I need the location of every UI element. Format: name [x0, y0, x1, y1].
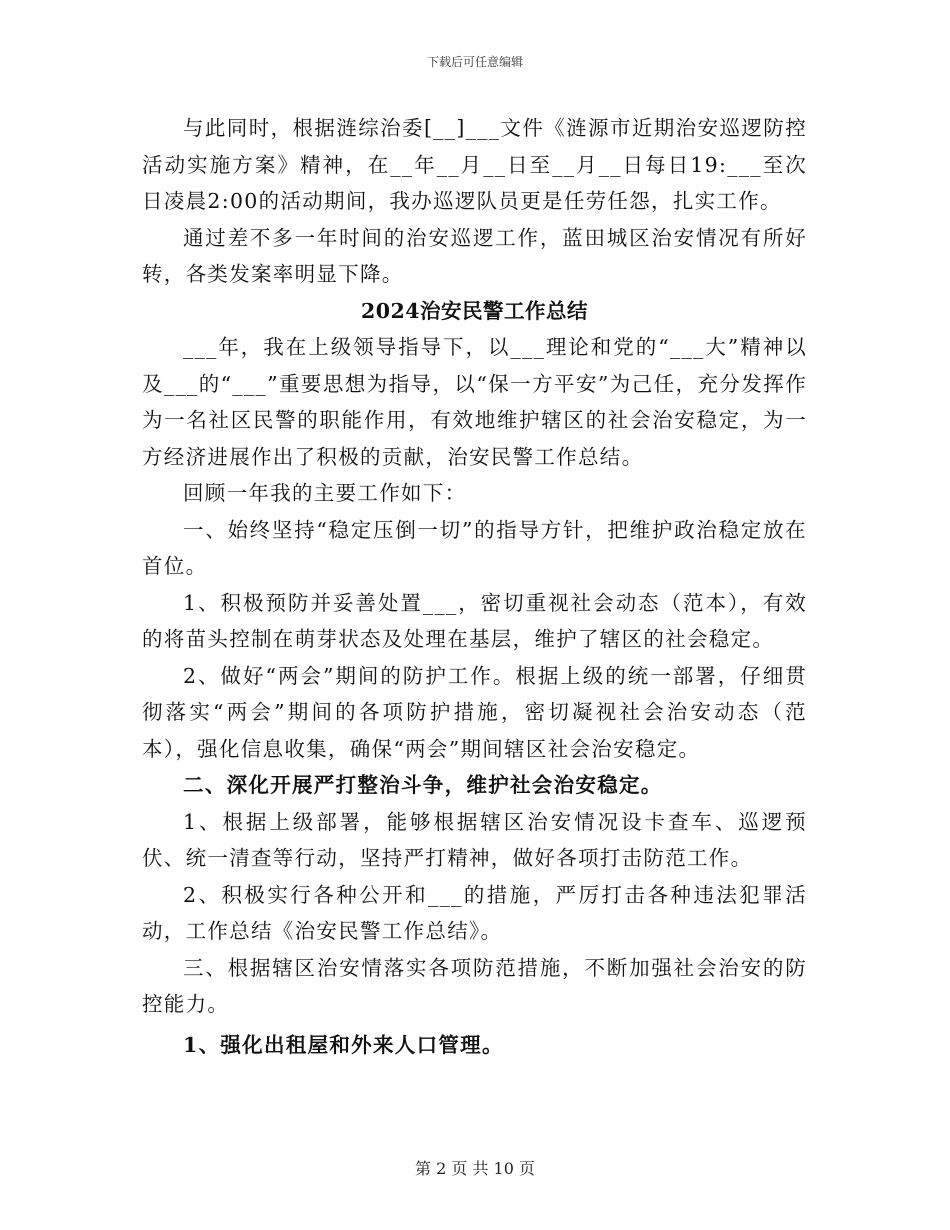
paragraph-11: 三、根据辖区治安情落实各项防范措施，不断加强社会治安的防控能力。	[142, 955, 807, 1016]
section-title: 2024治安民警工作总结	[360, 298, 589, 323]
paragraph-3: ___年，我在上级领导指导下，以___理论和党的“___大”精神以及___的“___”重要思想为指导，以“保一方平安”为己任，充分发挥作为一名社区民警的职能作用，有效地维护辖区的社会治安稳定，为一方经济进展作出了积极的贡献，治安民警工作总结。	[142, 335, 807, 469]
subheading-1: 1、强化出租屋和外来人口管理。	[183, 1032, 504, 1057]
paragraph-6: 1、积极预防并妥善处置___，密切重视社会动态（范本），有效的将苗头控制在萌芽状态及处理在基层，维护了辖区的社会稳定。	[142, 590, 807, 651]
paragraph-10: 2、积极实行各种公开和___的措施，严厉打击各种违法犯罪活动，工作总结《治安民警工作总结》。	[142, 882, 807, 943]
paragraph-2: 通过差不多一年时间的治安巡逻工作，蓝田城区治安情况有所好转，各类发案率明显下降。	[142, 225, 807, 286]
paragraph-5: 一、始终坚持“稳定压倒一切”的指导方针，把维护政治稳定放在首位。	[142, 517, 807, 578]
page-footer: 第 2 页 共 10 页	[415, 1159, 535, 1178]
paragraph-1: 与此同时，根据涟综治委[__]___文件《涟源市近期治安巡逻防控活动实施方案》精神，在__年__月__日至__月__日每日19:___至次日凌晨2:00的活动期间，我办巡逻队员更是任劳任怨，扎实工作。	[142, 116, 807, 213]
paragraph-4: 回顾一年我的主要工作如下：	[183, 481, 467, 505]
heading-2: 二、深化开展严打整治斗争，维护社会治安稳定。	[183, 773, 663, 797]
document-body	[142, 110, 807, 1063]
page-header: 下载后可任意编辑	[426, 55, 523, 69]
paragraph-7: 2、做好“两会”期间的防护工作。根据上级的统一部署，仔细贯彻落实“两会”期间的各项防护措施，密切凝视社会治安动态（范本），强化信息收集，确保“两会”期间辖区社会治安稳定。	[142, 663, 807, 761]
paragraph-9: 1、根据上级部署，能够根据辖区治安情况设卡查车、巡逻预伏、统一清查等行动，坚持严打精神，做好各项打击防范工作。	[142, 809, 807, 870]
